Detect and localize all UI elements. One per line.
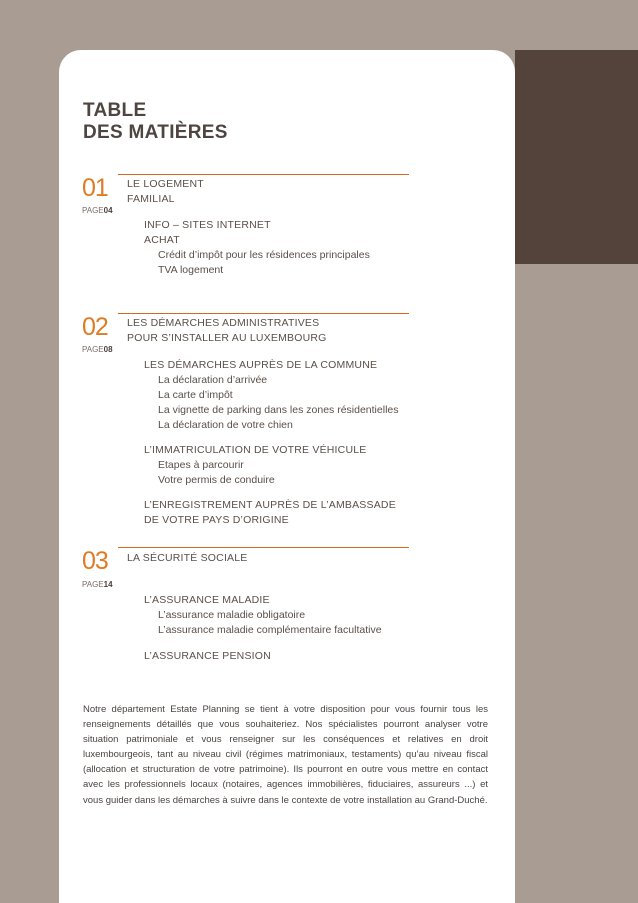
intro-paragraph: Notre département Estate Planning se tient à votre disposition pour vous fournir tous les renseignements détaillés que vous souhaiteriez. Nos spécialistes pourront analyser votre situation patrimoniale et vous renseigner sur les conséquences et relatives en droit luxembourgeois, tant au niveau civil (régimes matrimoniaux, testaments) qu’au niveau fiscal (allocation et structuration de votre patrimoine). Ils pourront en outre vous mettre en contact avec les professionnels locaux (notaires, agences immobilières, fiduciaires, assureurs ...) et vous guider dans les démarches à suivre dans le contexte de votre installation au Grand-Duché. <box>83 704 488 806</box>
toc-subentry[interactable]: L’assurance maladie obligatoire <box>158 609 306 621</box>
section-number: 03 <box>82 547 108 575</box>
side-tab-decoration <box>515 50 638 264</box>
toc-entry[interactable]: LES DÉMARCHES AUPRÈS DE LA COMMUNE <box>144 359 378 371</box>
toc-entry[interactable]: L’ASSURANCE MALADIE <box>144 594 270 606</box>
toc-subentry[interactable]: L’assurance maladie complémentaire facultative <box>158 624 382 636</box>
page-number: 14 <box>103 580 113 589</box>
toc-entry[interactable]: L’IMMATRICULATION DE VOTRE VÉHICULE <box>144 444 367 456</box>
page-label: PAGE <box>82 345 104 354</box>
section-divider <box>118 313 409 314</box>
toc-entry-line: L’ENREGISTREMENT AUPRÈS DE L’AMBASSADE <box>144 499 396 511</box>
toc-subentry[interactable]: Votre permis de conduire <box>158 474 275 486</box>
section-number: 01 <box>82 174 108 202</box>
section-title[interactable] <box>127 551 248 566</box>
section-page-ref <box>82 580 113 590</box>
toc-entry-line: DE VOTRE PAYS D’ORIGINE <box>144 514 289 526</box>
toc-subentry[interactable]: Crédit d’impôt pour les résidences principales <box>158 249 370 261</box>
section-divider <box>118 174 409 175</box>
page-label: PAGE <box>82 580 104 589</box>
page-label: PAGE <box>82 206 104 215</box>
section-title-line: FAMILIAL <box>127 193 175 205</box>
toc-subentry[interactable]: La déclaration d’arrivée <box>158 374 268 386</box>
page-number: 08 <box>103 345 113 354</box>
section-page-ref <box>82 206 113 216</box>
title-line-2: DES MATIÈRES <box>83 122 228 143</box>
section-title-line: LES DÉMARCHES ADMINISTRATIVES <box>127 317 320 329</box>
section-title[interactable] <box>127 177 204 207</box>
toc-subentry[interactable]: La vignette de parking dans les zones résidentielles <box>158 404 399 416</box>
toc-entry[interactable]: INFO – SITES INTERNET <box>144 219 271 231</box>
toc-entry[interactable]: ACHAT <box>144 234 180 246</box>
toc-entry[interactable] <box>144 498 396 528</box>
section-title[interactable] <box>127 316 327 346</box>
section-page-ref <box>82 345 113 355</box>
page-title <box>83 100 228 144</box>
page-number: 04 <box>103 206 113 215</box>
section-divider <box>118 547 409 548</box>
toc-subentry[interactable]: TVA logement <box>158 264 224 276</box>
title-line-1: TABLE <box>83 100 147 121</box>
section-number: 02 <box>82 313 108 341</box>
section-title-line: POUR S’INSTALLER AU LUXEMBOURG <box>127 332 327 344</box>
section-title-line: LA SÉCURITÉ SOCIALE <box>127 552 248 564</box>
toc-subentry[interactable]: La déclaration de votre chien <box>158 419 293 431</box>
toc-subentry[interactable]: Etapes à parcourir <box>158 459 244 471</box>
section-title-line: LE LOGEMENT <box>127 178 204 190</box>
toc-entry[interactable]: L’ASSURANCE PENSION <box>144 650 271 662</box>
toc-subentry[interactable]: La carte d’impôt <box>158 389 233 401</box>
